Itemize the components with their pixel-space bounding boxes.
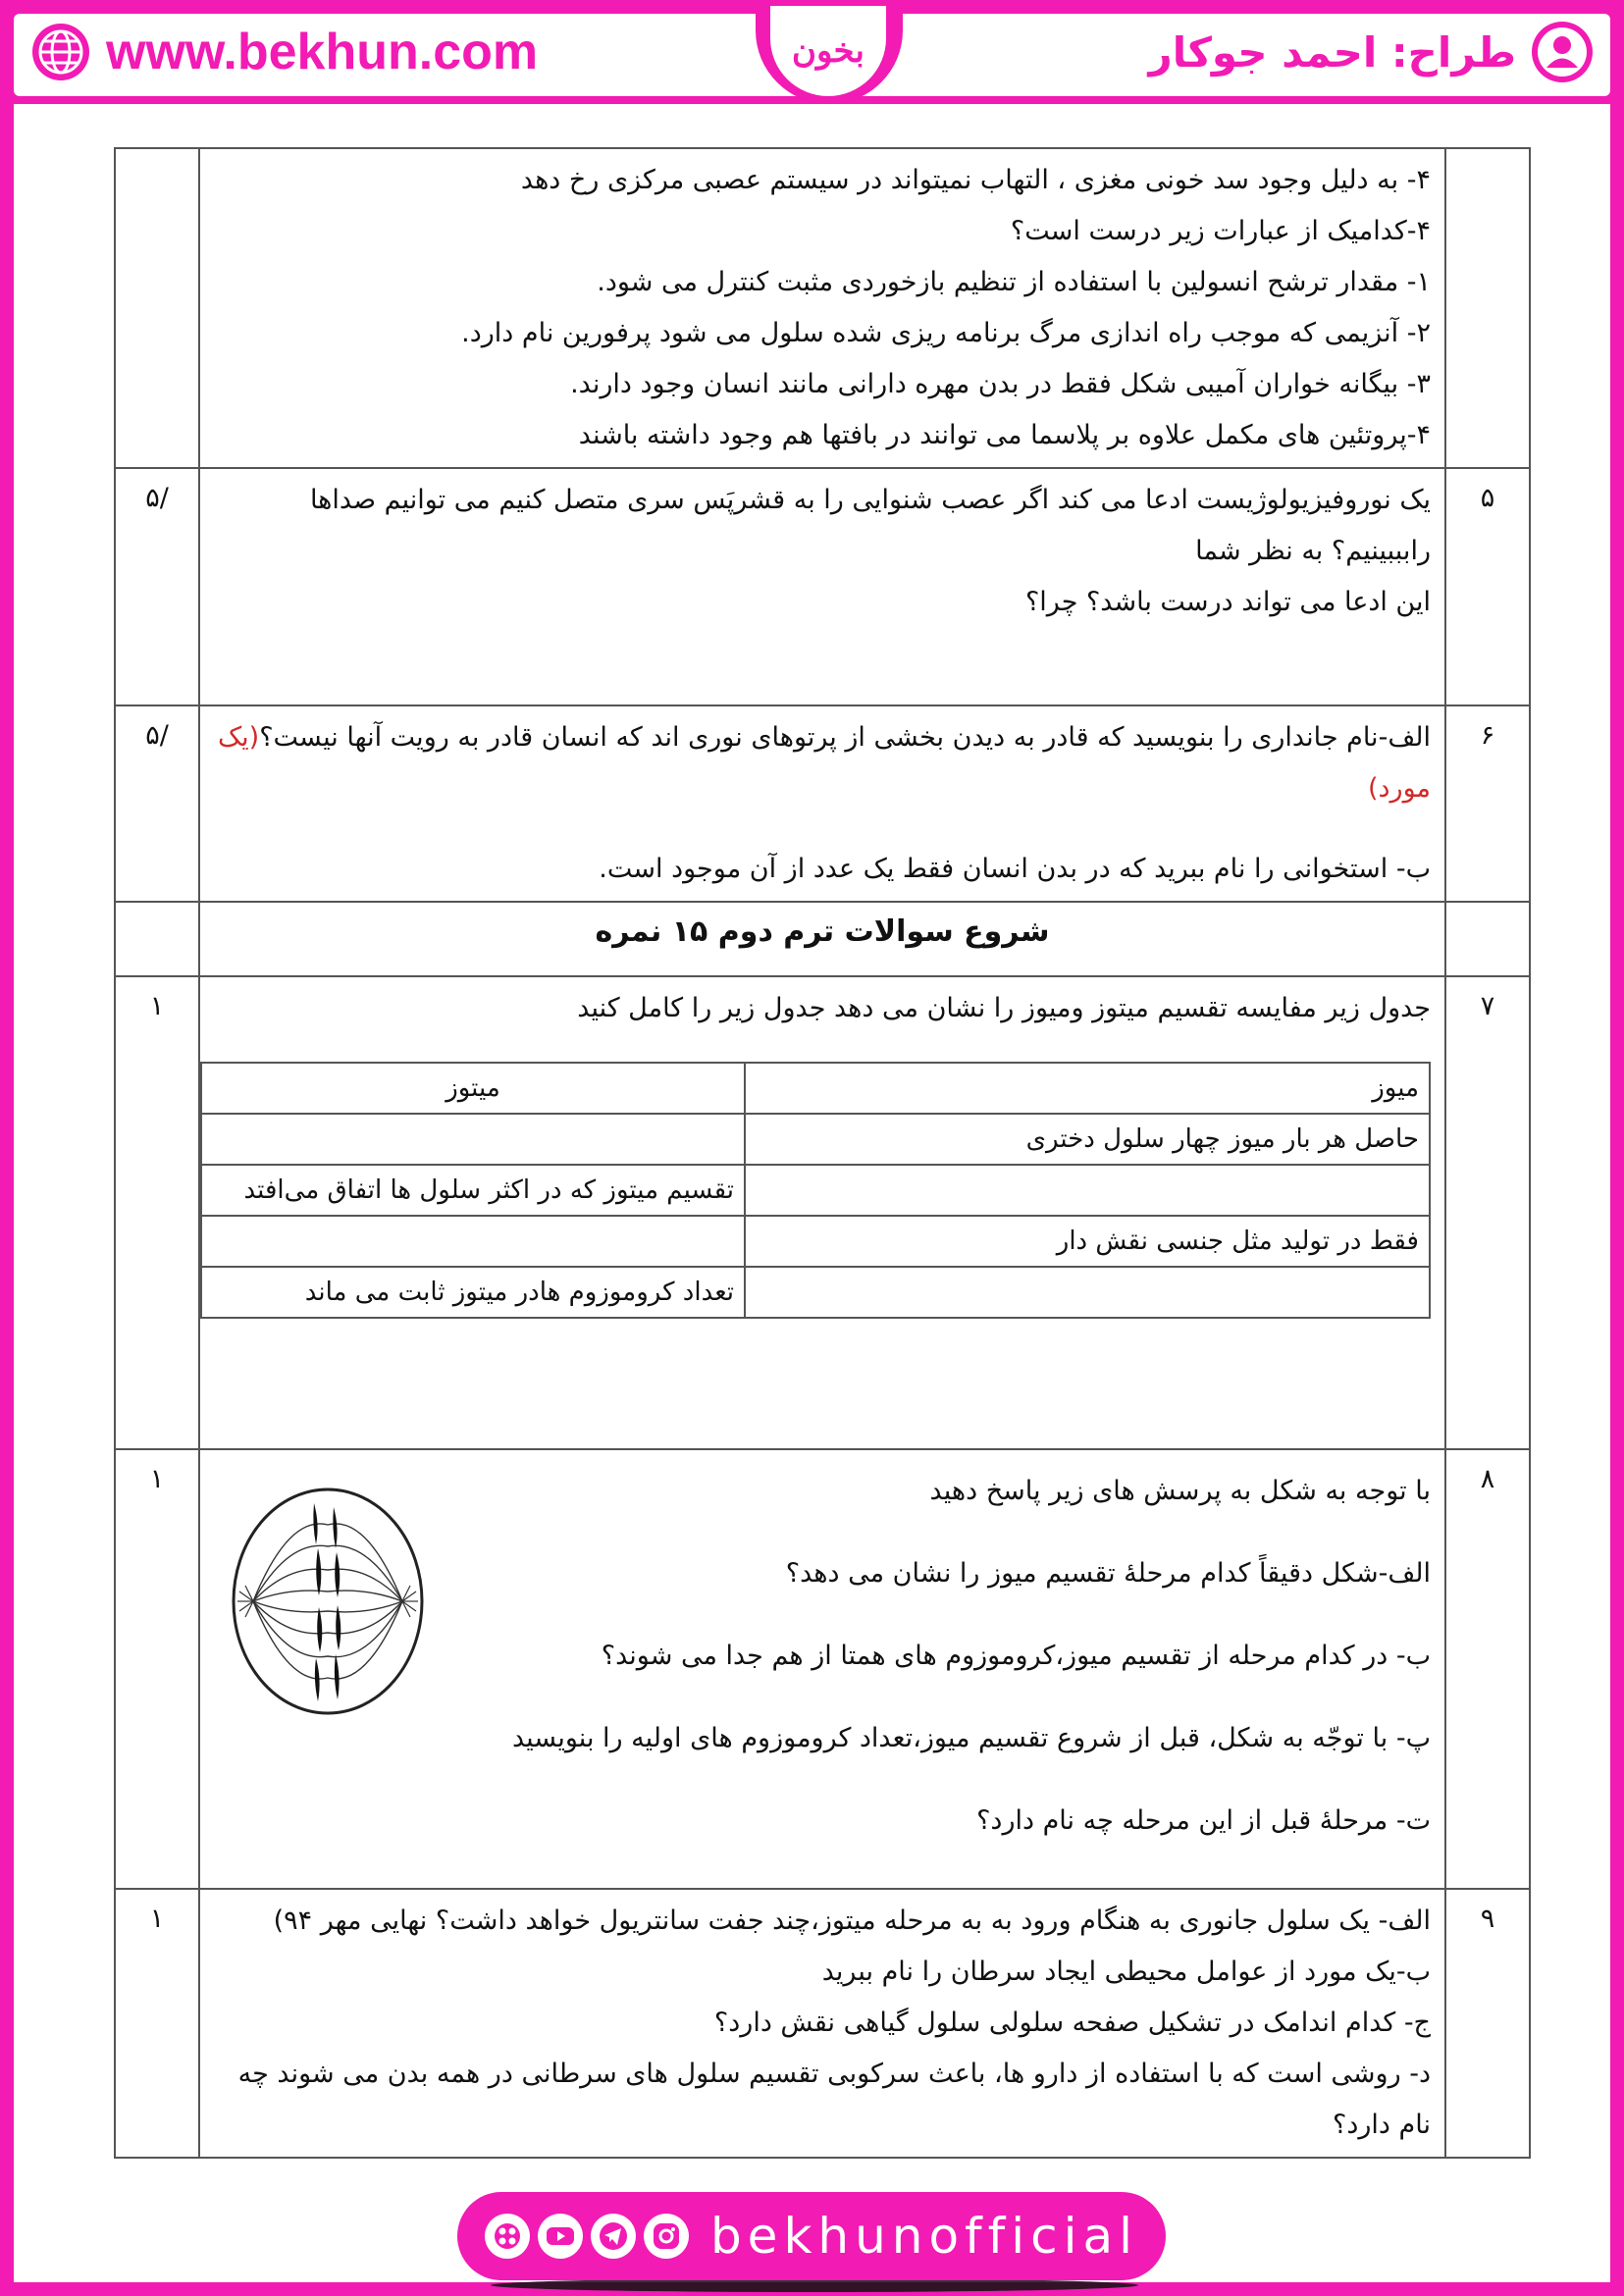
question-score: /۵ <box>115 468 199 705</box>
instagram-icon[interactable] <box>644 2214 689 2259</box>
q4-line: ۴-پروتئین های مکمل علاوه بر پلاسما می توانند در بافتها هم وجود داشته باشند <box>578 420 1431 450</box>
designer-credit <box>1149 22 1595 82</box>
cell-mitosis <box>201 1216 745 1267</box>
exam-table <box>114 147 1531 2159</box>
aparat-icon[interactable] <box>485 2214 530 2259</box>
header-meiosis: میوز <box>745 1063 1430 1114</box>
telegram-icon[interactable] <box>591 2214 636 2259</box>
question-row-9 <box>115 1889 1530 2158</box>
footer-shadow <box>491 2278 1138 2292</box>
question-row-6 <box>115 705 1530 902</box>
q4-line: ۲- آنزیمی که موجب راه اندازی مرگ برنامه ریزی شده سلول می شود پرفورین نام دارد. <box>461 318 1431 348</box>
question-body <box>199 1449 1445 1889</box>
social-icons <box>485 2214 689 2259</box>
cell-mitosis <box>201 1114 745 1165</box>
cell-meiosis: حاصل هر بار میوز چهار سلول دختری <box>745 1114 1430 1165</box>
spacer <box>210 814 1431 844</box>
question-body <box>199 1889 1445 2158</box>
q8-prompt: با توجه به شکل به پرسش های زیر پاسخ دهید <box>929 1476 1431 1506</box>
website-text: www.bekhun.com <box>106 24 539 80</box>
cell-mitosis: تعداد کروموزوم هادر میتوز ثابت می ماند <box>201 1267 745 1318</box>
website-link[interactable] <box>29 22 538 82</box>
social-footer <box>457 2192 1166 2280</box>
question-row-4 <box>115 148 1530 468</box>
question-body <box>199 705 1445 902</box>
youtube-icon[interactable] <box>538 2214 583 2259</box>
q6-part-a <box>210 712 1431 814</box>
q4-line: ۴- به دلیل وجود سد خونی مغزی ، التهاب نمیتواند در سیستم عصبی مرکزی رخ دهد <box>520 165 1431 195</box>
question-score: ۱ <box>115 1449 199 1889</box>
question-body <box>199 468 1445 705</box>
question-row-8 <box>115 1449 1530 1889</box>
question-number: ۵ <box>1445 468 1530 705</box>
empty-cell <box>115 902 199 976</box>
user-icon <box>1530 20 1595 84</box>
q6-part-b: ب- استخوانی را نام ببرید که در بدن انسان فقط یک عدد از آن موجود است. <box>599 854 1431 884</box>
question-score: /۵ <box>115 705 199 902</box>
q4-line: ۴-کدامیک از عبارات زیر درست است؟ <box>1010 216 1431 246</box>
question-score: ۱ <box>115 976 199 1449</box>
social-handle[interactable]: bekhunofficial <box>709 2208 1139 2265</box>
q9-item: ج- کدام اندامک در تشکیل صفحه سلولی سلول گیاهی نقش دارد؟ <box>713 2008 1431 2038</box>
logo-text: بخون <box>792 31 864 71</box>
q9-item: ب-یک مورد از عوامل محیطی ایجاد سرطان را نام ببرید <box>821 1957 1431 1987</box>
globe-icon <box>29 21 92 83</box>
q6-part-a-text: الف-نام جانداری را بنویسید که قادر به دیدن بخشی از پرتوهای نوری اند که انسان قادر به رویت آنها نیست؟ <box>259 722 1431 753</box>
header-mitosis: میتوز <box>201 1063 745 1114</box>
q4-line: ۳- بیگانه خواران آمیبی شکل فقط در بدن مهره دارانی مانند انسان وجود دارند. <box>570 369 1431 399</box>
question-row-7 <box>115 976 1530 1449</box>
question-number: ۸ <box>1445 1449 1530 1889</box>
question-score <box>115 148 199 468</box>
designer-text: طراح: احمد جوکار <box>1148 27 1516 77</box>
q9-item: د- روشی است که با استفاده از دارو ها، باعث سرکوبی تقسیم سلول های سرطانی در همه بدن می شوند چه نام دارد؟ <box>237 2059 1431 2140</box>
cell-meiosis: فقط در تولید مثل جنسی نقش دار <box>745 1216 1430 1267</box>
q8-item: الف-شکل دقیقاً کدام مرحلۀ تقسیم میوز را نشان می دهد؟ <box>785 1558 1431 1589</box>
q8-item: ب- در کدام مرحله از تقسیم میوز،کروموزوم های همتا از هم جدا می شوند؟ <box>601 1641 1431 1671</box>
q8-item: پ- با توجّه به شکل، قبل از شروع تقسیم میوز،تعداد کروموزوم های اولیه را بنویسید <box>511 1723 1431 1753</box>
cell-division-figure <box>230 1486 426 1717</box>
cell-meiosis <box>745 1165 1430 1216</box>
q5-line: این ادعا می تواند درست باشد؟ چرا؟ <box>1024 587 1431 617</box>
q6-part-a-note: (یک مورد) <box>218 722 1431 804</box>
q9-item: الف- یک سلول جانوری به هنگام ورود به به مرحله میتوز،چند جفت سانتریول خواهد داشت؟ نهایی مهر ۹۴) <box>273 1905 1431 1936</box>
header-bar <box>0 0 1624 104</box>
section-heading-row <box>115 902 1530 976</box>
q7-prompt: جدول زیر مفایسه تقسیم میتوز ومیوز را نشان می دهد جدول زیر را کامل کنید <box>577 993 1431 1023</box>
question-number <box>1445 148 1530 468</box>
question-body <box>199 148 1445 468</box>
q4-line: ۱- مقدار ترشح انسولین با استفاده از تنظیم بازخوردی مثبت کنترل می شود. <box>597 267 1431 297</box>
question-number: ۹ <box>1445 1889 1530 2158</box>
question-number: ۶ <box>1445 705 1530 902</box>
question-body <box>199 976 1445 1449</box>
question-score: ۱ <box>115 1889 199 2158</box>
cell-mitosis: تقسیم میتوز که در اکثر سلول ها اتفاق می‌افتد <box>201 1165 745 1216</box>
cell-meiosis <box>745 1267 1430 1318</box>
empty-cell <box>1445 902 1530 976</box>
section-heading: شروع سوالات ترم دوم ۱۵ نمره <box>199 902 1445 976</box>
comparison-table <box>200 1062 1431 1319</box>
q8-item: ت- مرحلۀ قبل از این مرحله چه نام دارد؟ <box>976 1805 1431 1836</box>
question-row-5 <box>115 468 1530 705</box>
q5-line: یک نوروفیزیولوژیست ادعا می کند اگر عصب شنوایی را به قشرپَس سری متصل کنیم می توانیم صداها رابببینیم؟ به نظر شما <box>309 485 1431 566</box>
question-number: ۷ <box>1445 976 1530 1449</box>
